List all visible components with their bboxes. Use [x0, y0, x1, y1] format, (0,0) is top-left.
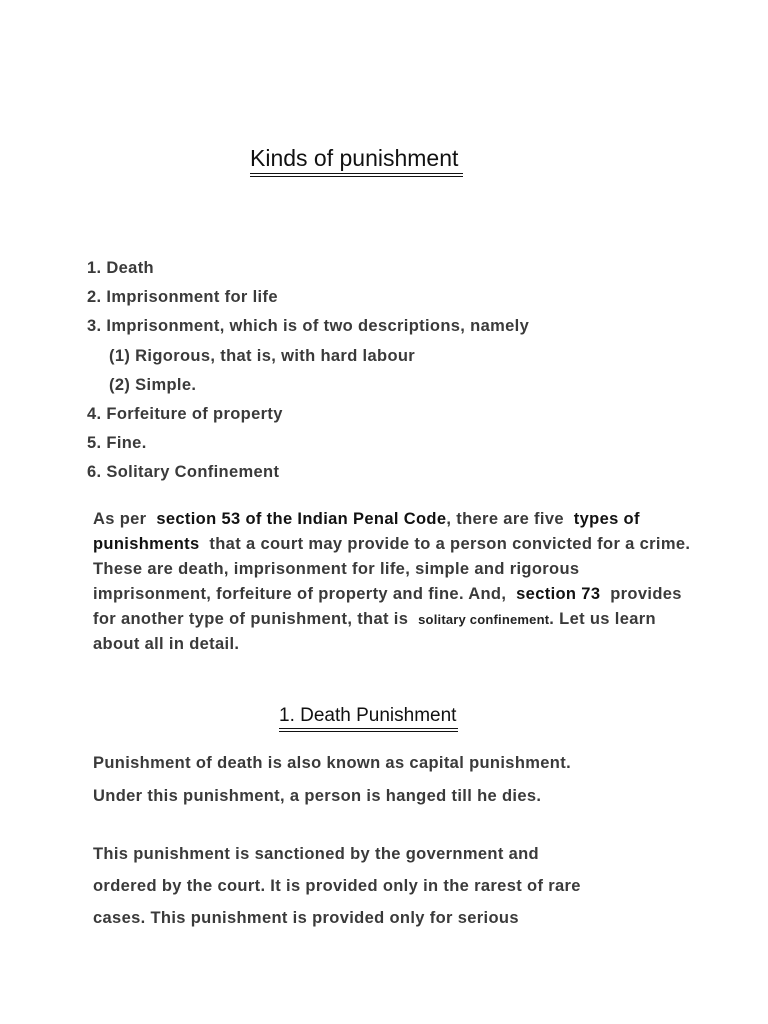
- list-item: 2. Imprisonment for life: [87, 288, 278, 307]
- solitary-confinement-highlight: solitary confinement: [418, 612, 550, 627]
- body-line: This punishment is sanctioned by the government and: [93, 845, 539, 863]
- list-item: 5. Fine.: [87, 434, 147, 453]
- body-line: Under this punishment, a person is hanged till he dies.: [93, 787, 542, 805]
- punishment-list: [87, 254, 529, 488]
- paragraph-text: . Let us learn about all in detail.: [93, 610, 656, 653]
- section-53-highlight: section 53 of the Indian Penal Code: [156, 510, 447, 528]
- intro-paragraph: [93, 507, 693, 657]
- paragraph-text: As per: [93, 510, 147, 528]
- section-heading: 1. Death Punishment: [279, 703, 458, 732]
- body-line: ordered by the court. It is provided only in the rarest of rare: [93, 877, 581, 895]
- body-line: Punishment of death is also known as capital punishment.: [93, 754, 572, 772]
- list-subitem: (1) Rigorous, that is, with hard labour: [109, 346, 416, 365]
- list-subitem: (2) Simple.: [109, 375, 197, 394]
- list-item: 4. Forfeiture of property: [87, 404, 283, 423]
- section-73-highlight: section 73: [516, 585, 601, 603]
- body-line: cases. This punishment is provided only for serious: [93, 909, 519, 927]
- paragraph-text: that a court may provide to a person convicted for a crime. These are death, imprisonment for life, simple and rigorous imprisonment, forfeiture of property and fine. And,: [93, 535, 691, 603]
- types-of-punishments-highlight: types of punishments: [93, 510, 640, 553]
- paragraph-text: , there are five: [446, 510, 564, 528]
- page-title: Kinds of punishment: [250, 143, 463, 177]
- paragraph-text: provides for another type of punishment, that is: [93, 585, 682, 628]
- list-item: 6. Solitary Confinement: [87, 463, 280, 482]
- list-item: 3. Imprisonment, which is of two descriptions, namely: [87, 317, 530, 336]
- list-item: 1. Death: [87, 259, 154, 277]
